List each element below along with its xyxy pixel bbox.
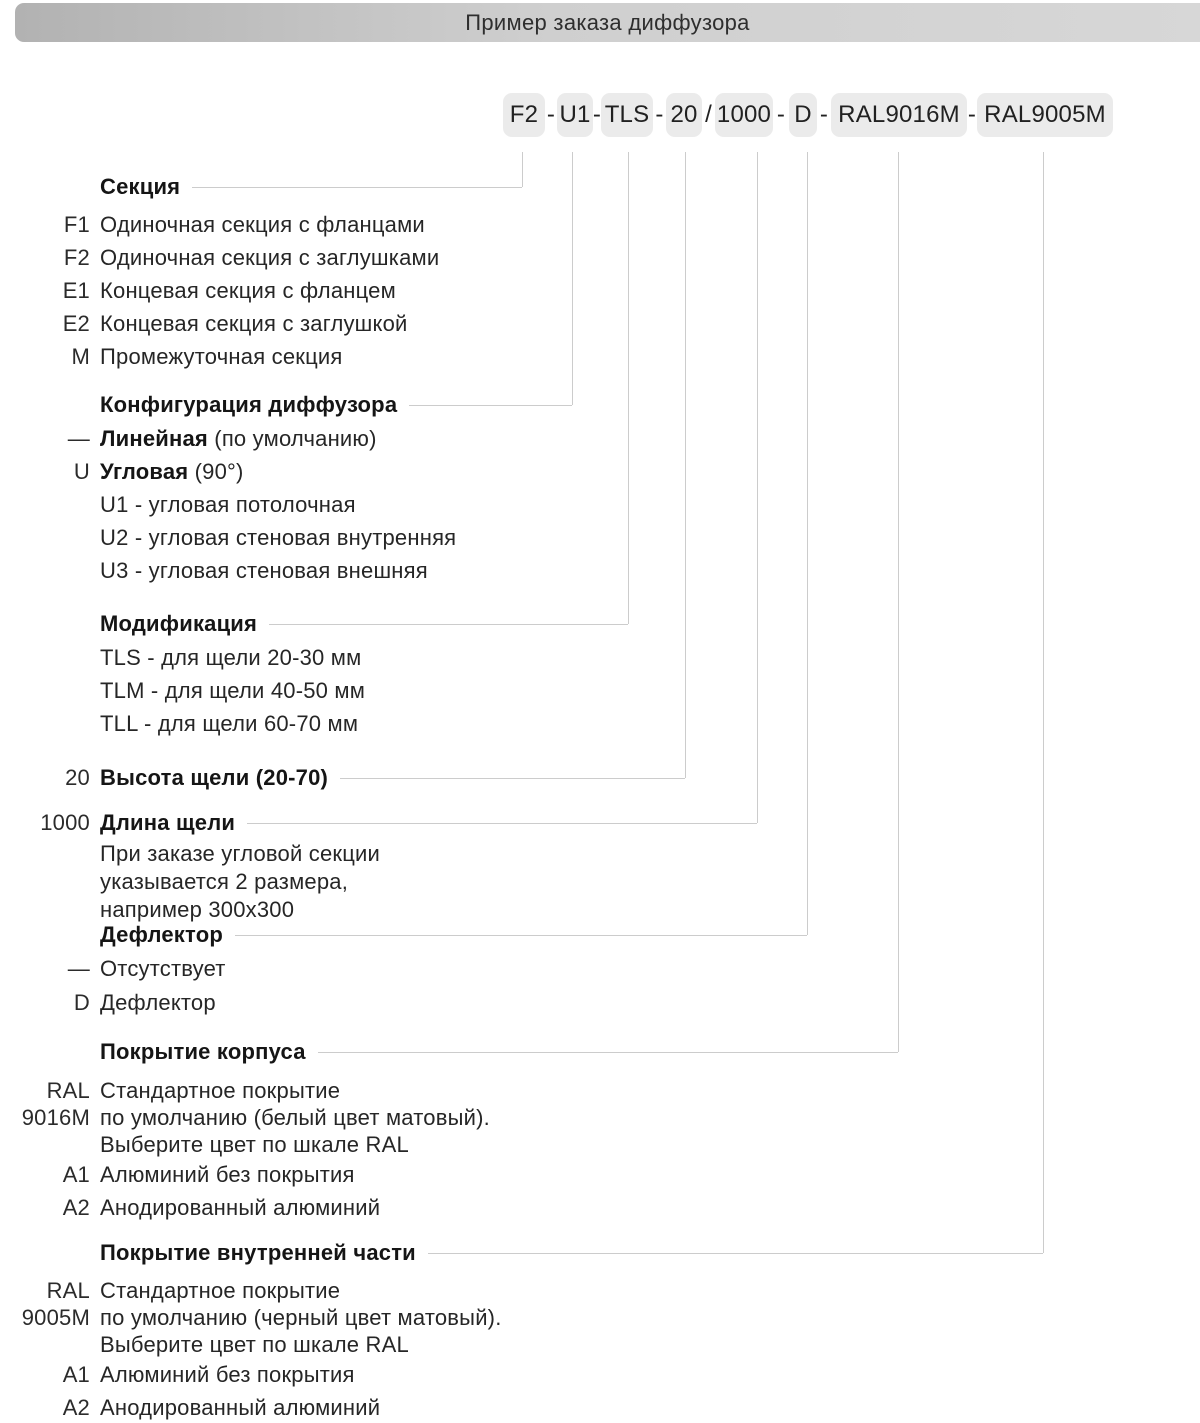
- ral-description: Стандартное покрытие по умолчанию (белый цвет матовый). Выберите цвет по шкале RAL: [100, 1078, 490, 1157]
- option-code: A2: [62, 1394, 90, 1420]
- option-list: [0, 641, 1200, 740]
- code-separator: -: [592, 101, 602, 128]
- code-separator-slash: /: [705, 101, 712, 128]
- option-text: TLS - для щели 20-30 мм: [100, 644, 362, 670]
- section-header-row: [0, 810, 757, 836]
- option-text: Угловая (90°): [100, 458, 244, 484]
- option-row: [0, 521, 1200, 554]
- option-row: [0, 274, 1200, 307]
- section-deflector: [0, 922, 1200, 1020]
- option-row: [0, 554, 1200, 587]
- ral-code: RAL 9016M: [21, 1078, 90, 1130]
- option-text: Отсутствует: [100, 956, 226, 981]
- code-box-inner-coating: RAL9005M: [977, 93, 1113, 137]
- option-text: Промежуточная секция: [100, 343, 343, 369]
- header-connector-line: [269, 624, 628, 625]
- code-box-slot-length: 1000: [715, 93, 773, 137]
- option-text: Алюминий без покрытия: [100, 1161, 355, 1187]
- option-text: TLM - для щели 40-50 мм: [100, 677, 366, 703]
- option-row: [0, 674, 1200, 707]
- option-row: [0, 707, 1200, 740]
- section-header: Длина щели: [100, 810, 236, 835]
- code-separator: -: [655, 101, 664, 128]
- section-header-row: [0, 1240, 1043, 1266]
- section-header: Секция: [100, 174, 181, 199]
- section-note: [100, 840, 1200, 924]
- code-separator: -: [967, 101, 977, 128]
- section-inner-coating: [0, 1240, 1200, 1423]
- option-code: —: [67, 425, 90, 451]
- note-line: например 300x300: [100, 897, 295, 922]
- header-connector-line: [428, 1253, 1043, 1254]
- section-header: Конфигурация диффузора: [100, 392, 398, 417]
- code-box-modification: TLS: [601, 93, 653, 137]
- header-connector-line: [340, 778, 685, 779]
- option-text: U3 - угловая стеновая внешняя: [100, 557, 428, 583]
- ral-code: RAL 9005M: [21, 1278, 90, 1330]
- section-header: Покрытие внутренней части: [100, 1240, 416, 1265]
- section-header-row: [0, 174, 522, 200]
- section-header: Модификация: [100, 611, 258, 636]
- page-title: Пример заказа диффузора: [465, 9, 750, 35]
- section-sektsiya: [0, 174, 1200, 373]
- option-row: [0, 1158, 1200, 1191]
- section-header: Дефлектор: [100, 922, 223, 947]
- header-connector-line: [318, 1052, 898, 1053]
- option-row: [0, 488, 1200, 521]
- option-row: [0, 641, 1200, 674]
- section-header-row: [0, 922, 807, 948]
- option-row: [0, 340, 1200, 373]
- code-box-slot-height: 20: [666, 93, 702, 137]
- option-text: Линейная (по умолчанию): [100, 425, 377, 451]
- header-connector-line: [192, 187, 522, 188]
- header-connector-line: [235, 935, 807, 936]
- section-header-code: 20: [65, 765, 90, 790]
- option-list: [0, 422, 1200, 587]
- section-body-coating: [0, 1039, 1200, 1224]
- option-code: F1: [63, 211, 90, 237]
- option-text: Одиночная секция с заглушками: [100, 244, 440, 270]
- option-row: [0, 307, 1200, 340]
- header-connector-line: [409, 405, 572, 406]
- section-modification: [0, 611, 1200, 740]
- option-code: A2: [62, 1194, 90, 1220]
- option-row: [0, 952, 1200, 986]
- option-list: [0, 208, 1200, 373]
- section-header-row: [0, 611, 628, 637]
- section-header-row: [0, 392, 572, 418]
- option-row: [0, 208, 1200, 241]
- option-code: M: [71, 343, 90, 369]
- header-connector-line: [247, 823, 757, 824]
- note-line: указывается 2 размера,: [100, 869, 349, 894]
- option-code: F2: [63, 244, 90, 270]
- option-code: A1: [62, 1361, 90, 1387]
- ral-description: Стандартное покрытие по умолчанию (черный цвет матовый). Выберите цвет по шкале RAL: [100, 1278, 502, 1357]
- section-header: Покрытие корпуса: [100, 1039, 306, 1064]
- option-code: E1: [62, 277, 90, 303]
- code-separator: -: [776, 101, 786, 128]
- option-text: Одиночная секция с фланцами: [100, 211, 425, 237]
- title-bar: [15, 3, 1200, 42]
- option-text: U1 - угловая потолочная: [100, 491, 356, 517]
- ral-option: [0, 1077, 1200, 1158]
- section-slot-length: [0, 810, 1200, 924]
- option-list: [0, 1158, 1200, 1224]
- option-row: [0, 986, 1200, 1020]
- option-code: U: [73, 458, 90, 484]
- option-row: [0, 241, 1200, 274]
- code-box-configuration: U1: [557, 93, 593, 137]
- option-code: A1: [62, 1161, 90, 1187]
- code-box-section: F2: [503, 93, 545, 137]
- section-header-row: [0, 765, 685, 791]
- option-text: Дефлектор: [100, 990, 216, 1015]
- option-row: [0, 1391, 1200, 1423]
- section-configuration: [0, 392, 1200, 587]
- option-text: U2 - угловая стеновая внутренняя: [100, 524, 457, 550]
- option-row: [0, 1358, 1200, 1391]
- option-text: Алюминий без покрытия: [100, 1361, 355, 1387]
- option-text: Анодированный алюминий: [100, 1194, 381, 1220]
- code-separator: -: [819, 101, 829, 128]
- note-line: При заказе угловой секции: [100, 841, 381, 866]
- option-code: D: [73, 990, 90, 1015]
- option-text: Концевая секция с фланцем: [100, 277, 396, 303]
- option-text: Концевая секция с заглушкой: [100, 310, 408, 336]
- option-text: Анодированный алюминий: [100, 1394, 381, 1420]
- option-row: [0, 422, 1200, 455]
- section-header-row: [0, 1039, 898, 1065]
- option-code: —: [67, 956, 90, 981]
- code-box-deflector: D: [789, 93, 817, 137]
- section-slot-height: [0, 765, 1200, 791]
- option-list: [0, 1358, 1200, 1423]
- section-header: Высота щели (20-70): [100, 765, 329, 790]
- code-separator: -: [546, 101, 556, 128]
- option-text: TLL - для щели 60-70 мм: [100, 710, 359, 736]
- option-code: E2: [62, 310, 90, 336]
- option-row: [0, 455, 1200, 488]
- section-header-code: 1000: [40, 810, 90, 835]
- option-list: [0, 952, 1200, 1020]
- code-box-body-coating: RAL9016M: [831, 93, 967, 137]
- ral-option: [0, 1277, 1200, 1358]
- option-row: [0, 1191, 1200, 1224]
